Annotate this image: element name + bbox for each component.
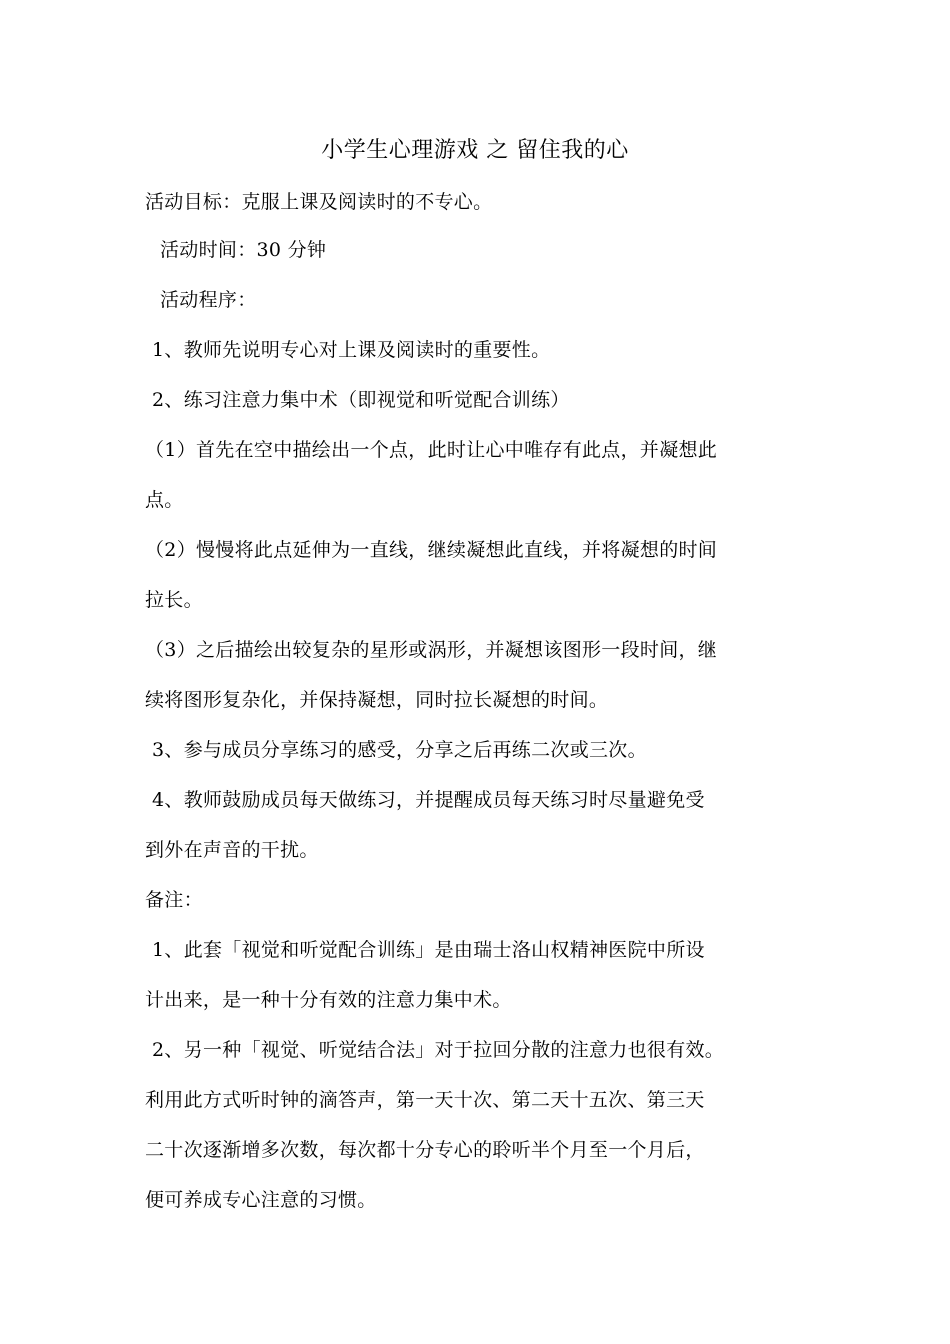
note-1-line-1: 1、此套「视觉和听觉配合训练」是由瑞士洛山权精神医院中所设 (152, 939, 705, 961)
substep-2-line-1: （2）慢慢将此点延伸为一直线，继续凝想此直线，并将凝想的时间 (145, 539, 718, 561)
document-title: 小学生心理游戏 之 留住我的心 (321, 138, 629, 163)
note-2-line-1: 2、另一种「视觉、听觉结合法」对于拉回分散的注意力也很有效。 (152, 1039, 725, 1061)
substep-2-line-2: 拉长。 (145, 589, 203, 611)
note-2-line-3: 二十次逐渐增多次数，每次都十分专心的聆听半个月至一个月后， (145, 1139, 705, 1161)
procedure-step-2: 2、练习注意力集中术（即视觉和听觉配合训练） (152, 389, 570, 411)
note-1-line-2: 计出来，是一种十分有效的注意力集中术。 (145, 989, 512, 1011)
activity-time-line: 活动时间：30 分钟 (160, 239, 327, 261)
activity-goal-line: 活动目标：克服上课及阅读时的不专心。 (145, 191, 493, 213)
procedure-step-4-line-1: 4、教师鼓励成员每天做练习，并提醒成员每天练习时尽量避免受 (152, 789, 705, 811)
substep-1-line-1: （1）首先在空中描绘出一个点，此时让心中唯存有此点，并凝想此 (145, 439, 718, 461)
substep-3-line-2: 续将图形复杂化，并保持凝想，同时拉长凝想的时间。 (145, 689, 609, 711)
substep-1-line-2: 点。 (145, 489, 184, 511)
note-2-line-2: 利用此方式听时钟的滴答声，第一天十次、第二天十五次、第三天 (145, 1089, 705, 1111)
notes-heading: 备注： (145, 889, 203, 911)
substep-3-line-1: （3）之后描绘出较复杂的星形或涡形，并凝想该图形一段时间，继 (145, 639, 718, 661)
procedure-step-3: 3、参与成员分享练习的感受，分享之后再练二次或三次。 (152, 739, 647, 761)
procedure-step-4-line-2: 到外在声音的干扰。 (145, 839, 319, 861)
activity-procedure-heading: 活动程序： (160, 289, 257, 311)
procedure-step-1: 1、教师先说明专心对上课及阅读时的重要性。 (152, 339, 551, 361)
note-2-line-4: 便可养成专心注意的习惯。 (145, 1189, 377, 1211)
